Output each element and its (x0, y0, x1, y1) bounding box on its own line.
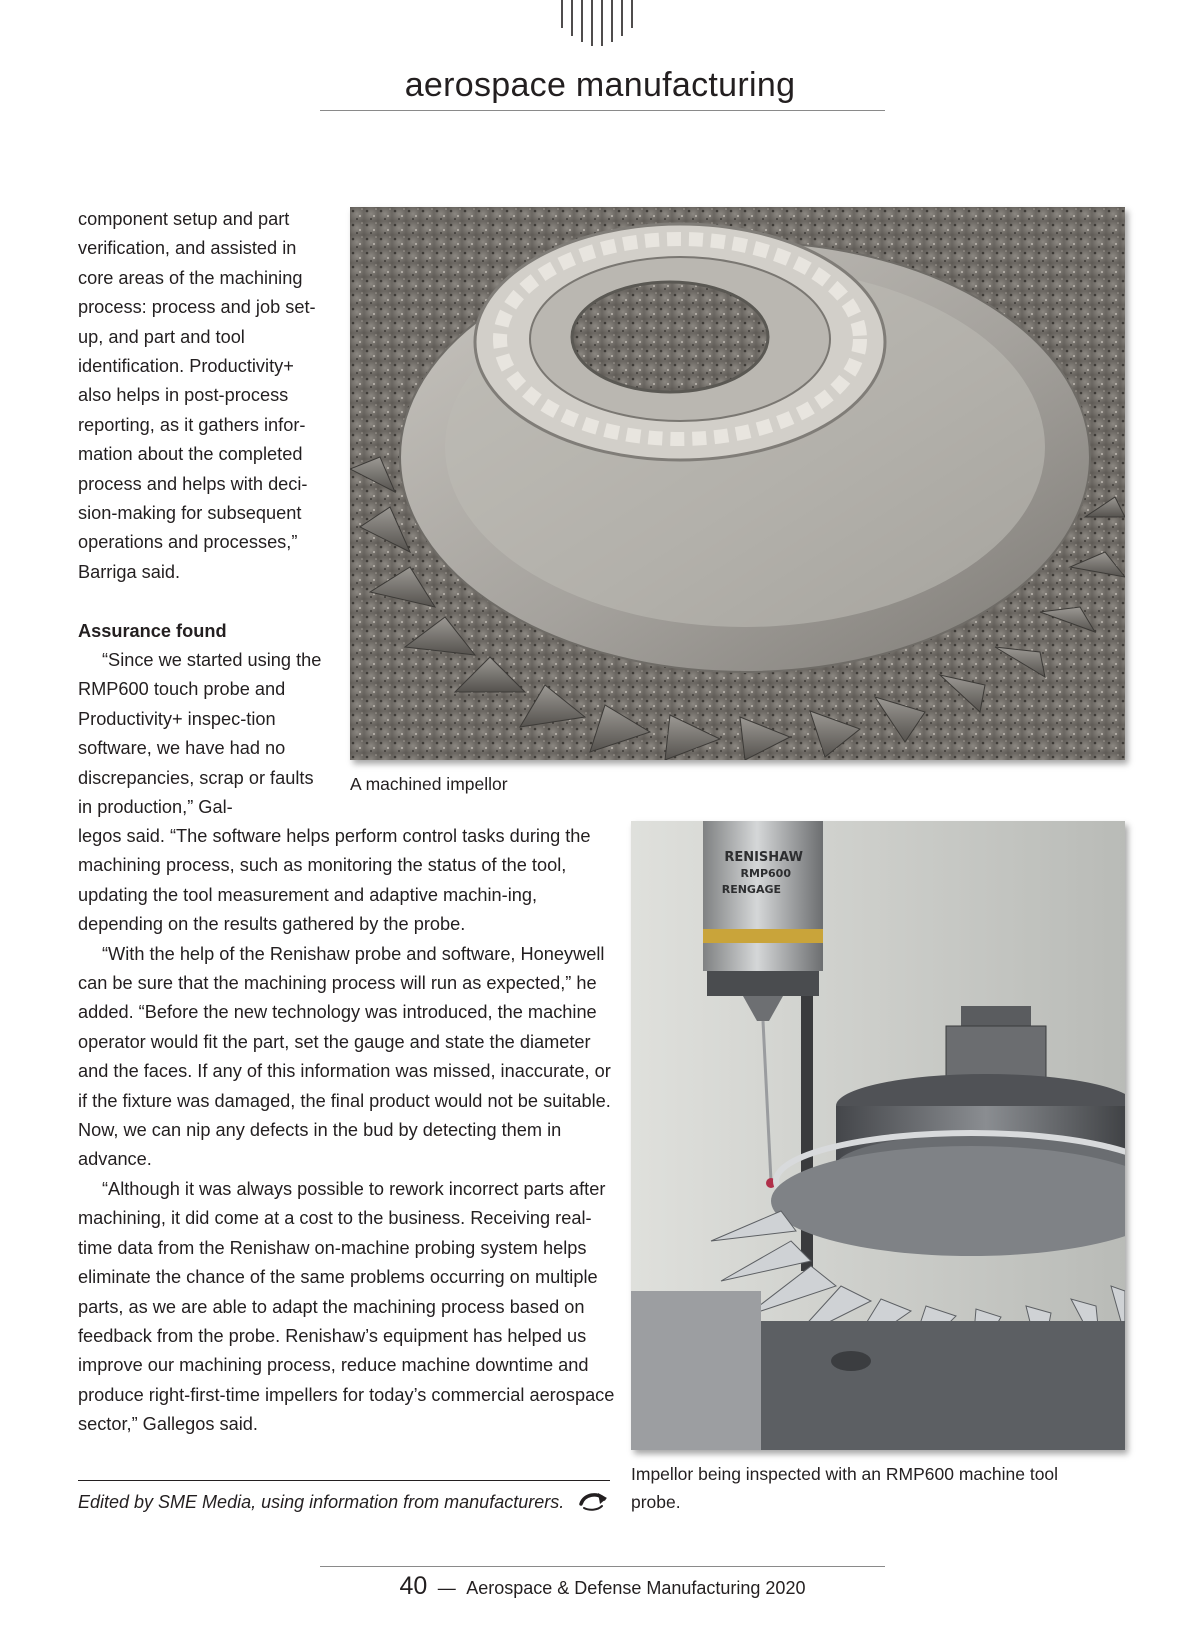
curved-arrow-icon (578, 1490, 608, 1512)
article-narrow-column (78, 205, 328, 823)
article-credit: Edited by SME Media, using information from manufacturers. (78, 1492, 565, 1512)
header-rule (320, 110, 885, 111)
section-title: aerospace manufacturing (404, 66, 796, 104)
article-paragraph: “With the help of the Renishaw probe and software, Honeywell can be sure that the machining process will run as expected,” he added. “Before the new technology was introduced, the machine operator would fit the part, set the gauge and state the diameter and the faces. If any of this information was missed, inaccurate, or if the fixture was damaged, the final product would not be suitable. Now, we can nip any defects in the bud by detecting them in advance. (78, 943, 611, 1170)
page-number: 40 (399, 1572, 428, 1600)
probe-caption: Impellor being inspected with an RMP600 machine tool probe. (631, 1464, 1059, 1512)
probe-label-tech: RENGAGE (721, 883, 781, 896)
page-footer-rule (320, 1566, 885, 1567)
footer-separator: — (437, 1578, 456, 1598)
publication-name: Aerospace & Defense Manufacturing 2020 (466, 1578, 806, 1598)
impellor-caption: A machined impellor (350, 774, 508, 794)
article-subhead: Assurance found (78, 620, 227, 641)
article-wide-column (78, 822, 618, 1440)
page-footer (320, 1572, 885, 1601)
article-paragraph: “Although it was always possible to rework incorrect parts after machining, it did come at a cost to the business. Receiving real-time data from the Renishaw on-machine probing system helps eliminate the chance of the same problems occurring on multiple parts, as we are able to adapt the machining process based on feedback from the probe. Renishaw’s equipment has helped us improve our machining process, reduce machine downtime and produce right-first-time impellers for today’s commercial aerospace sector,” Gallegos said. (78, 1178, 615, 1435)
credit-rule (78, 1480, 610, 1481)
probe-label-model: RMP600 (740, 867, 791, 880)
article-paragraph: “Since we started using the RMP600 touch probe and Productivity+ inspec-tion software, we have had no discrepancies, scrap or faults in production,” Gal- (78, 650, 322, 818)
header-decoration-lines (560, 0, 640, 48)
article-paragraph: component setup and part verification, and assisted in core areas of the machining process: process and job set-up, and part and tool identification. Productivity+ also helps in post-process reporting, as it gathers infor-mation about the completed process and helps with deci-sion-making for subsequent operations and processes,” Barriga said. (78, 209, 316, 582)
impellor-photo (350, 207, 1125, 760)
article-paragraph: legos said. “The software helps perform control tasks during the machining process, such as monitoring the status of the tool, updating the tool measurement and adaptive machin-ing, depending on the results gathered by the probe. (78, 826, 591, 935)
probe-label-brand: RENISHAW (724, 850, 803, 865)
probe-photo (631, 821, 1125, 1450)
